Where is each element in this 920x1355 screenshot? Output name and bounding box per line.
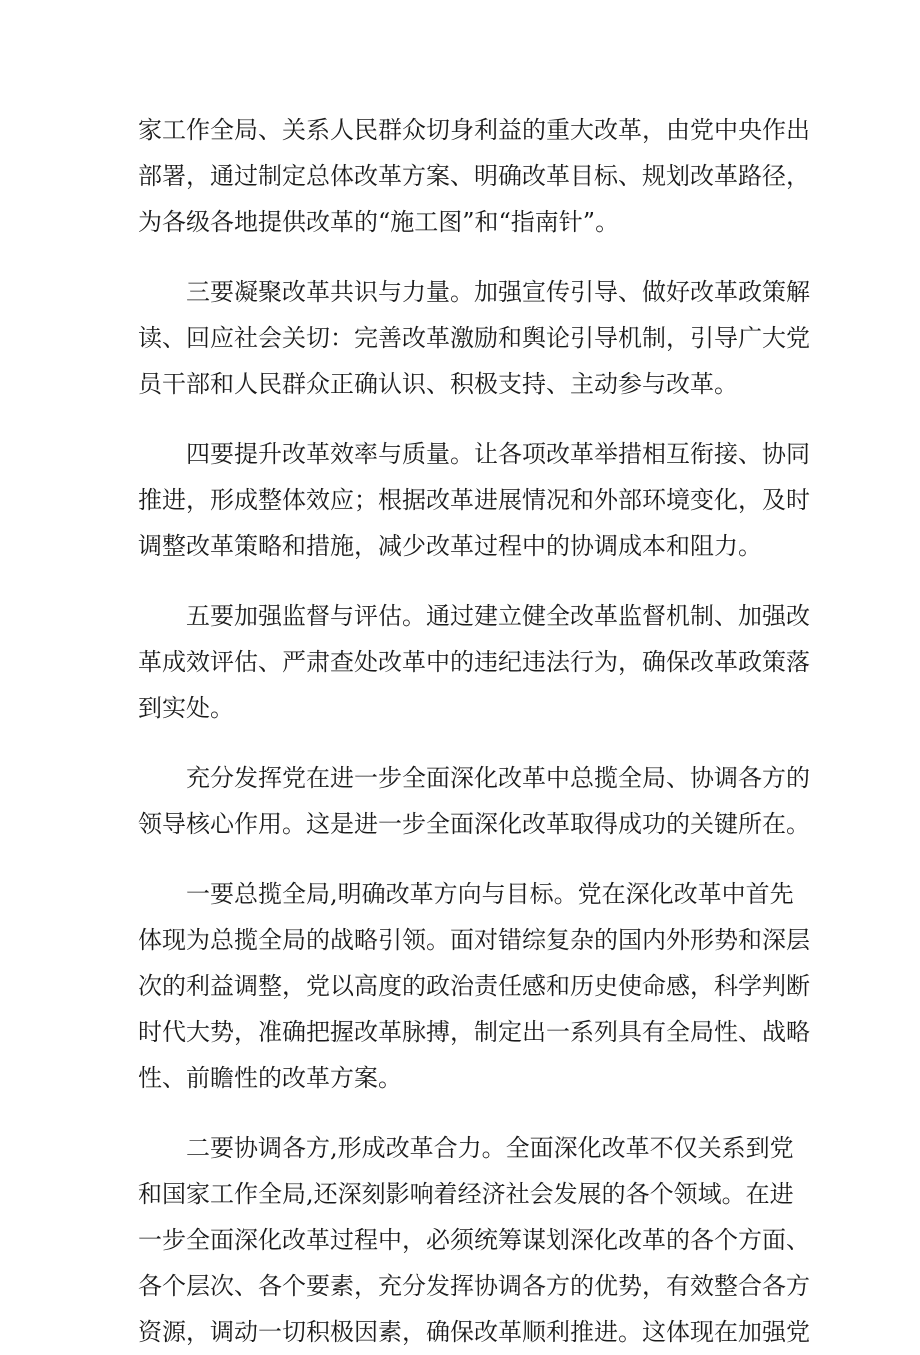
text-line: 和国家工作全局,还深刻影响着经济社会发展的各个领域。在进 xyxy=(138,1180,794,1208)
paragraph xyxy=(138,269,810,407)
text-line: 家工作全局、关系人民群众切身利益的重大改革，由党中央作出 xyxy=(138,116,810,144)
paragraph xyxy=(138,755,810,847)
text-line: 次的利益调整，党以高度的政治责任感和历史使命感，科学判断 xyxy=(138,972,810,1000)
text-line: 部署，通过制定总体改革方案、明确改革目标、规划改革路径， xyxy=(138,162,810,190)
text-line: 推进，形成整体效应；根据改革进展情况和外部环境变化，及时 xyxy=(138,486,810,514)
text-line: 三要凝聚改革共识与力量。加强宣传引导、做好改革政策解 xyxy=(186,278,810,306)
text-line: 一要总揽全局,明确改革方向与目标。党在深化改革中首先 xyxy=(186,880,794,908)
text-line: 各个层次、各个要素，充分发挥协调各方的优势，有效整合各方 xyxy=(138,1272,810,1300)
paragraph xyxy=(138,431,810,569)
text-line: 充分发挥党在进一步全面深化改革中总揽全局、协调各方的 xyxy=(186,764,810,792)
paragraph xyxy=(138,107,810,245)
text-line: 一步全面深化改革过程中，必须统筹谋划深化改革的各个方面、 xyxy=(138,1226,810,1254)
text-line: 领导核心作用。这是进一步全面深化改革取得成功的关键所在。 xyxy=(138,810,810,838)
text-line: 二要协调各方,形成改革合力。全面深化改革不仅关系到党 xyxy=(186,1134,794,1162)
text-line: 五要加强监督与评估。通过建立健全改革监督机制、加强改 xyxy=(186,602,810,630)
text-line: 调整改革策略和措施，减少改革过程中的协调成本和阻力。 xyxy=(138,532,762,560)
paragraph xyxy=(138,871,810,1101)
text-line: 读、回应社会关切：完善改革激励和舆论引导机制，引导广大党 xyxy=(138,324,810,352)
text-line: 时代大势，准确把握改革脉搏，制定出一系列具有全局性、战略 xyxy=(138,1018,810,1046)
paragraph xyxy=(138,593,810,731)
text-line: 到实处。 xyxy=(138,694,234,722)
paragraph xyxy=(138,1125,810,1355)
text-line: 为各级各地提供改革的“施工图”和“指南针”。 xyxy=(138,208,620,236)
text-line: 性、前瞻性的改革方案。 xyxy=(138,1064,402,1092)
text-line: 体现为总揽全局的战略引领。面对错综复杂的国内外形势和深层 xyxy=(138,926,810,954)
text-line: 革成效评估、严肃查处改革中的违纪违法行为，确保改革政策落 xyxy=(138,648,810,676)
document-body xyxy=(138,107,810,1355)
text-line: 资源，调动一切积极因素，确保改革顺利推进。这体现在加强党 xyxy=(138,1318,810,1346)
text-line: 员干部和人民群众正确认识、积极支持、主动参与改革。 xyxy=(138,370,738,398)
text-line: 四要提升改革效率与质量。让各项改革举措相互衔接、协同 xyxy=(186,440,810,468)
